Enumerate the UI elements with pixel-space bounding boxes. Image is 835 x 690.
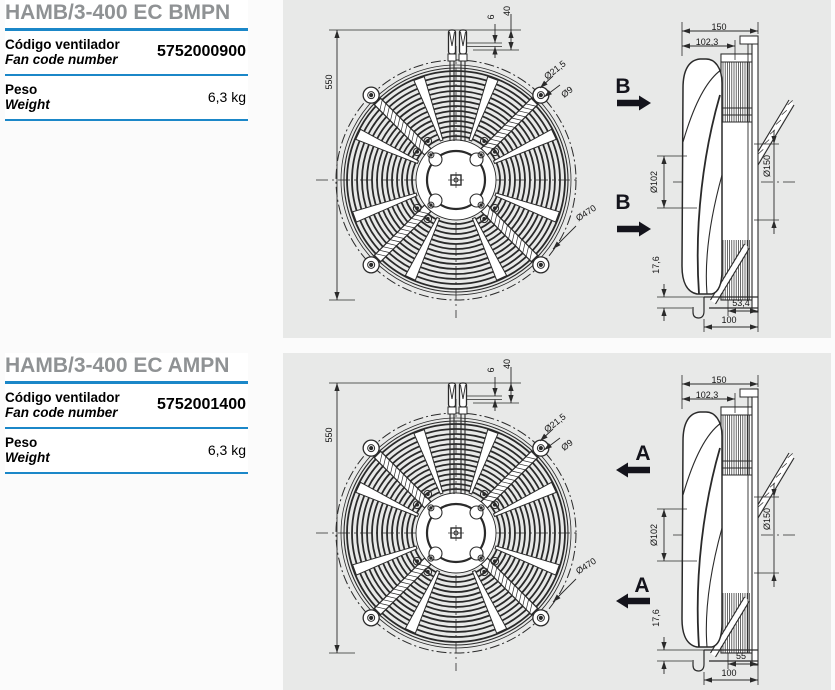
dim-overall-depth-label: 150	[711, 375, 727, 385]
fan-technical-drawing	[283, 353, 831, 690]
fan-code-value: 5752000900	[157, 43, 246, 60]
dim-foot-height-label: 17,6	[651, 256, 661, 274]
dim-foot-height-label: 17,6	[651, 609, 661, 627]
dim-base-depth-label: 100	[721, 668, 737, 678]
dim-bolt-circle-label: Ø470	[574, 555, 598, 577]
dim-ring-diameter-label: Ø150	[762, 507, 772, 531]
dim-hole-diameter-label: Ø9	[559, 84, 575, 100]
label-fan-code: Fan code number	[5, 405, 118, 420]
spec-labels	[5, 82, 50, 112]
dim-cable-height-label: 40	[502, 358, 512, 370]
dim-cable-height-label: 40	[502, 5, 512, 17]
spec-row-code	[5, 384, 248, 427]
spec-labels	[5, 37, 120, 67]
label-fan-code: Fan code number	[5, 52, 118, 67]
dim-bolt-circle-label: Ø470	[574, 202, 598, 224]
dim-foot-depth-label: 53,4	[732, 298, 750, 308]
label-weight: Weight	[5, 450, 50, 465]
spec-labels	[5, 435, 50, 465]
label-codigo: Código ventilador	[5, 390, 120, 405]
dim-overall-depth-label: 150	[711, 22, 727, 32]
dim-overall-height-label: 550	[324, 427, 334, 443]
dim-motor-depth-label: 102,3	[695, 37, 719, 47]
view-direction-letter: A	[635, 442, 651, 465]
divider	[5, 472, 248, 474]
label-codigo: Código ventilador	[5, 37, 120, 52]
drawing-panel-bmpn	[283, 0, 831, 338]
dim-cable-gap-label: 6	[486, 367, 496, 373]
weight-value: 6,3 kg	[207, 442, 246, 458]
view-direction-letter: B	[615, 75, 631, 98]
dim-motor-depth-label: 102,3	[695, 390, 719, 400]
fan-technical-drawing	[283, 0, 831, 338]
spec-row-weight	[5, 76, 248, 119]
product-info-block	[5, 353, 248, 474]
dim-cable-gap-label: 6	[486, 14, 496, 20]
weight-value: 6,3 kg	[207, 89, 246, 105]
drawing-panel-ampn	[283, 353, 831, 690]
divider	[5, 119, 248, 121]
product-title: HAMB/3-400 EC BMPN	[5, 1, 231, 24]
product-title: HAMB/3-400 EC AMPN	[5, 354, 230, 377]
label-peso: Peso	[5, 82, 38, 97]
dim-base-depth-label: 100	[721, 315, 737, 325]
view-direction-letter: B	[615, 191, 631, 214]
product-section-bmpn	[0, 0, 835, 338]
spec-labels	[5, 390, 120, 420]
view-direction-letter: A	[634, 574, 650, 597]
product-info-block	[5, 0, 248, 121]
spec-row-code	[5, 31, 248, 74]
dim-hub-diameter-label: Ø102	[649, 170, 659, 194]
dim-foot-depth-label: 55	[735, 651, 747, 661]
dim-hub-diameter-label: Ø102	[649, 523, 659, 547]
label-peso: Peso	[5, 435, 38, 450]
dim-hole-diameter-label: Ø9	[559, 437, 575, 453]
spec-row-weight	[5, 429, 248, 472]
dim-ring-diameter-label: Ø150	[762, 154, 772, 178]
label-weight: Weight	[5, 97, 50, 112]
dim-pad-diameter-label: Ø21,5	[542, 58, 568, 82]
dim-overall-height-label: 550	[324, 74, 334, 90]
product-section-ampn	[0, 353, 835, 690]
dim-pad-diameter-label: Ø21,5	[542, 411, 568, 435]
fan-code-value: 5752001400	[157, 396, 246, 413]
